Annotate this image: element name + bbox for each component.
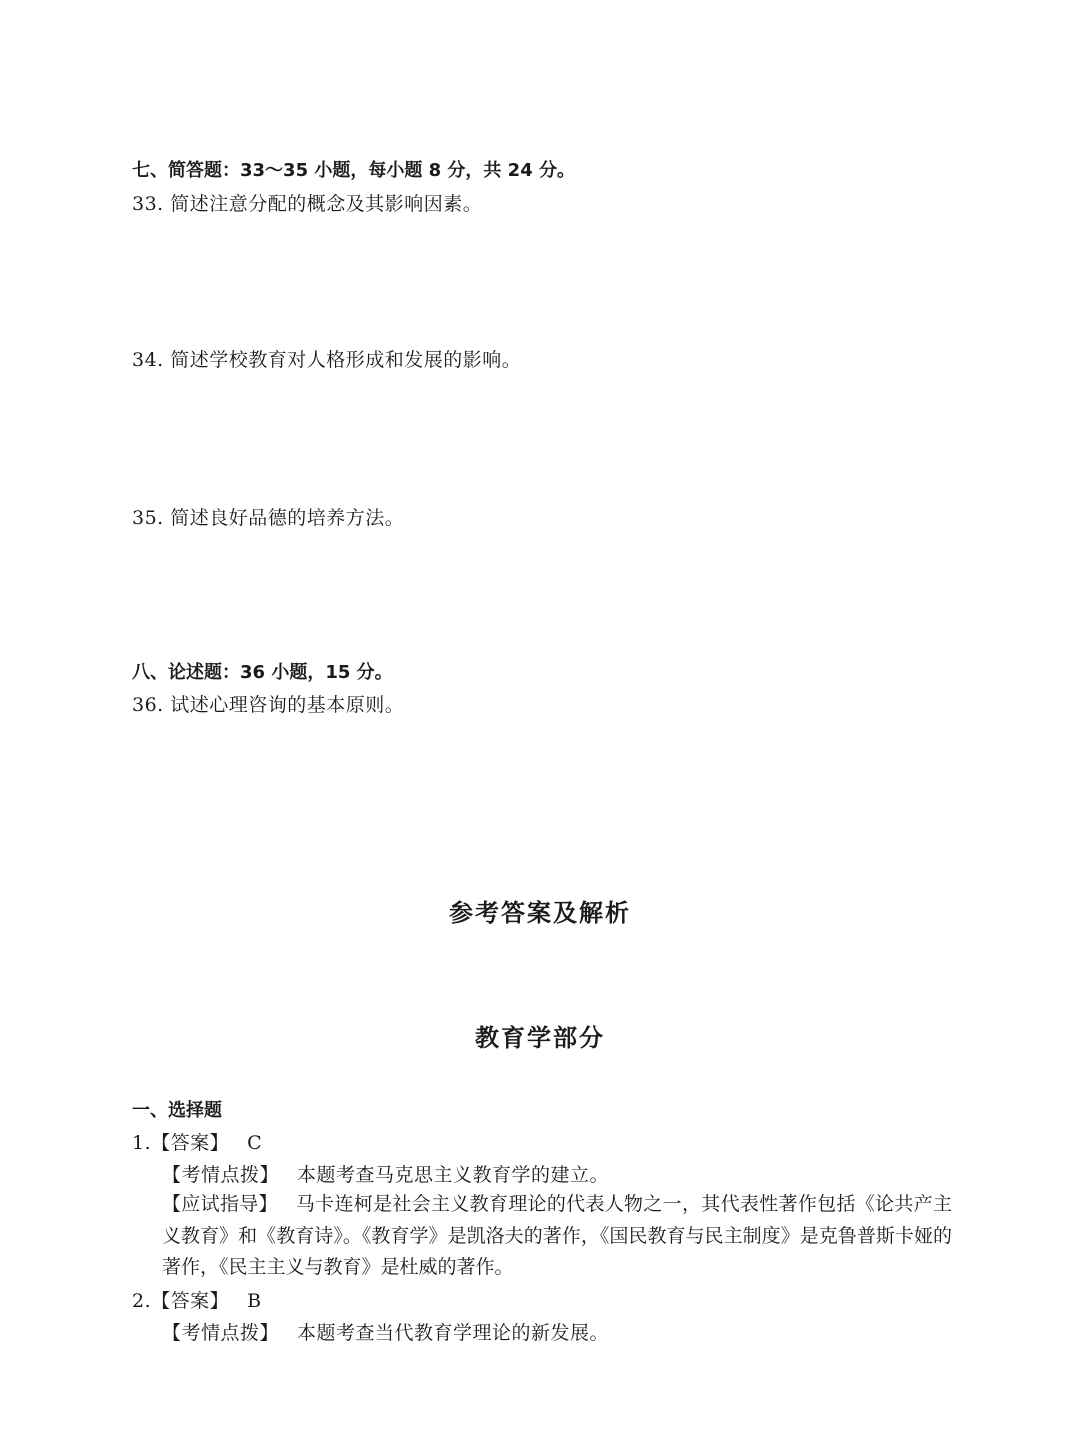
question-35: 35. 简述良好品德的培养方法。 [132, 507, 405, 529]
point-tag: 【考情点拨】 [162, 1322, 280, 1344]
guide-tag: 【应试指导】 [162, 1193, 278, 1215]
answers-title: 参考答案及解析 [449, 899, 631, 927]
point-text: 本题考查马克思主义教育学的建立。 [297, 1164, 610, 1186]
part-title: 教育学部分 [475, 1024, 605, 1052]
answer-value: C [247, 1132, 263, 1154]
answer-tag: 【答案】 [151, 1290, 230, 1312]
point-text: 本题考查当代教育学理论的新发展。 [297, 1322, 610, 1344]
item-number: 2. [132, 1290, 152, 1312]
point-line [162, 1162, 609, 1188]
question-36: 36. 试述心理咨询的基本原则。 [132, 694, 405, 716]
question-33: 33. 简述注意分配的概念及其影响因素。 [132, 193, 483, 215]
answer-value: B [247, 1290, 262, 1312]
item-number: 1. [132, 1132, 152, 1154]
point-tag: 【考情点拨】 [162, 1164, 280, 1186]
answer-tag: 【答案】 [151, 1132, 230, 1154]
answer-item-1 [132, 1130, 262, 1156]
point-line [162, 1320, 609, 1346]
section-7-heading: 七、简答题：33～35 小题，每小题 8 分，共 24 分。 [132, 160, 576, 181]
guide-paragraph [162, 1189, 952, 1284]
answer-item-2 [132, 1288, 262, 1314]
question-34: 34. 简述学校教育对人格形成和发展的影响。 [132, 349, 522, 371]
section-8-heading: 八、论述题：36 小题，15 分。 [132, 662, 393, 683]
guide-text: 马卡连柯是社会主义教育理论的代表人物之一，其代表性著作包括《论共产主义教育》和《教育诗》。《教育学》是凯洛夫的著作，《国民教育与民主制度》是克鲁普斯卡娅的著作，《民主主义与教育》是杜威的著作。 [162, 1193, 952, 1278]
choice-heading: 一、选择题 [132, 1100, 222, 1121]
